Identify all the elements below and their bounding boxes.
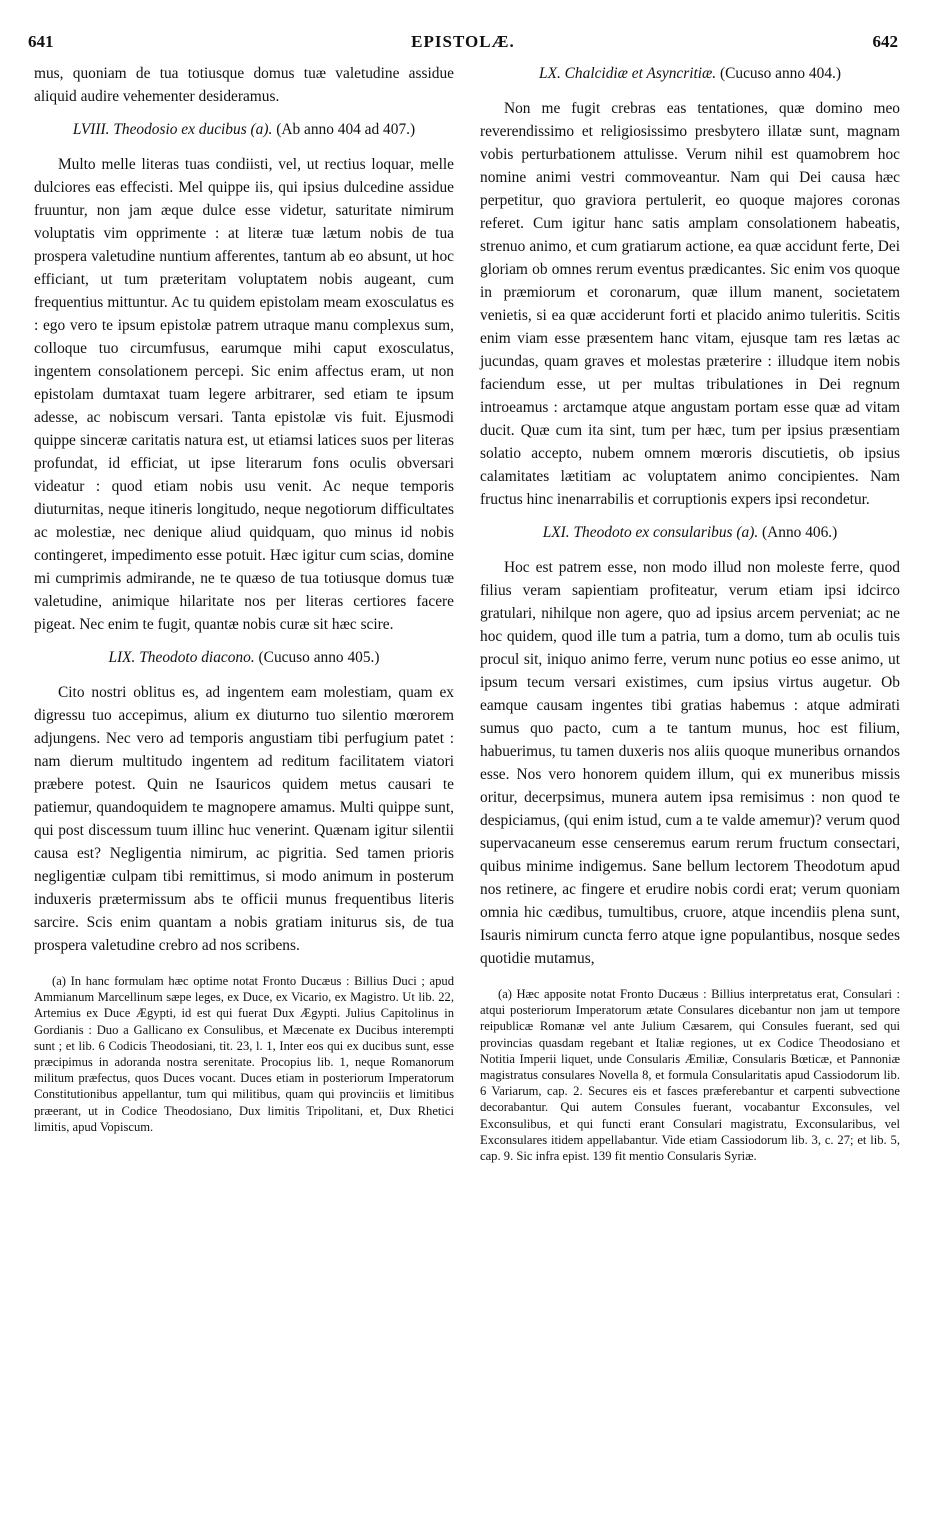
running-title: EPISTOLÆ. — [411, 32, 515, 51]
letter-61-title: LXI. Theodoto ex consularibus (a). — [542, 524, 759, 541]
letter-61-date: (Anno 406.) — [762, 524, 838, 541]
page-number-right: 642 — [872, 32, 898, 51]
left-column — [34, 62, 454, 1135]
letter-60-title: LX. Chalcidiæ et Asyncritiæ. — [539, 65, 717, 82]
letter-61-body: Hoc est patrem esse, non modo illud non moleste ferre, quod filius veram sapientiam profiteatur, verum etiam ipsi idcirco gratulari, nihilque non agere, quo ad ipsius arcem perveniat; ac ne hoc quidem, quod ille tum a patria, tum a domo, tum ab oculis tuis procul sit, iniquo animo ferre, verum nunc potius eo esse animo, ut ipsum tecum versari existimes, cum ipsius virtus augetur. Ob eamque causam ingentes tibi gratias habemus : atque admirati sumus quo pacto, cum a te tantum munus, hoc est filium, habuerimus, tu tamen duxeris nos aliis quoque muneribus ornandos esse. Nos vero honorem quidem illum, qui ex muneribus missis oritur, decerpsimus, munera autem ipsa remisimus : non quod te despiciamus, (qui enim istud, cum a te valde amemur)? verum quod supervacaneum esse censeremus earum rerum fructum consectari, quibus minime indigemus. Sane bellum lectorem Theodotum apud nos retinere, ac fingere et erudire nobis cordi erat; verum quoniam omnia hic cædibus, tumultibus, cruore, atque incendiis plena sunt, Isauris nimirum cuncta ferro atque igne populantibus, nosque sedes quotidie mutamus, — [480, 559, 900, 967]
letter-60-body: Non me fugit crebras eas tentationes, quæ domino meo reverendissimo et religiosissimo presbytero illatæ sunt, magnam vobis perturbationem attulisse. Verum nihil est quamobrem hoc nomine animi vestri commoveantur. Nam qui Dei causa hæc perpetitur, quo graviora pertulerit, eo quoque majores coronas referet. Cum igitur hanc satis amplam consolationem habeatis, strenuo animo, et cum gratiarum actione, ea quæ accidunt ferte, Dei gloriam ob omnes rerum eventus prædicantes. Sic enim vos quoque in præmiorum et coronarum, quæ illum manent, societatem venietis, si ea quæ acciderunt forti et placido animo tuleritis. Scitis enim viam esse præsentem hanc vitam, ejusque tam res lætas ac jucundas, quam graves et molestas præterire : illudque item nobis faciendum esse, ut per multas tribulationes in Dei regnum introeamus : arctamque atque angustam portam esse quæ ad vitam ducit. Quæ cum ita sint, tum per hæc, tum per ipsius præsentiam solatio accepto, nubem omnem mœroris discutietis, ob ipsius calamitates lætitiam ac voluptatem animo concipientes. Nam fructus hinc inenarrabilis et corruptionis expers ipsi recondetur. — [480, 100, 900, 508]
letter-58-title: LVIII. Theodosio ex ducibus (a). — [72, 121, 273, 138]
letter-60-date: (Cucuso anno 404.) — [720, 65, 841, 82]
paragraph-continued: mus, quoniam de tua totiusque domus tuæ valetudine assidue aliquid audire vehementer desideramus. — [34, 65, 454, 105]
letter-59-date: (Cucuso anno 405.) — [258, 649, 380, 666]
letter-heading-58 — [34, 118, 454, 141]
letter-58-date: (Ab anno 404 ad 407.) — [276, 121, 416, 138]
letter-59-body: Cito nostri oblitus es, ad ingentem eam molestiam, quam ex digressu tuo accepimus, alium ex diuturno tuo silentio mœrorem adjungens. Nec vero ad temporis angustiam tibi perfugium patet : nam dierum multitudo ingentem ad reditum facilitatem viatori præbere potest. Quin ne Isauricos quidem metus causari te patiemur, quandoquidem te magnopere amamus. Multi quippe sunt, qui post discessum tuum illinc huc venerint. Quænam igitur silentii causa est? Negligentia nimirum, ac pigritia. Sed tamen prioris negligentiæ culpam tibi remittimus, si modo animum in posterum induxeris prætermissum abs te officii munus frequentibus literis sarcire. Scis enim quantam a nobis gratiam initurus sis, de tua prospera valetudine crebro ad nos scribens. — [34, 684, 454, 954]
letter-heading-61 — [480, 521, 900, 544]
right-column — [480, 62, 900, 1164]
letter-58-body: Multo melle literas tuas condiisti, vel, ut rectius loquar, melle dulciores eas effecisti. Mel quippe iis, qui ipsius dulcedine assidue fruuntur, non jam æque dulce esse videtur, saturitate nimirum voluptatis vim opprimente : at literæ tuæ lætum nobis de tua prospera valetudine nuntium afferentes, tantum ab eo absunt, ut hoc efficiant, ut tum præteritam voluptatem nobis augeant, cum frequentius mittuntur. Ac tu quidem epistolam meam exosculatus es : ego vero te ipsum epistolæ patrem utraque manu complexus sum, colloque tuo circumfusus, earumque mihi caput exosculatus, ingentem consolationem percepi. Sic enim affectus eram, ut non epistolam dumtaxat tuam legere arbitrarer, sed etiam te ipsum adesse, ac nobiscum versari. Tanta epistolæ vis fuit. Ejusmodi quippe sinceræ caritatis natura est, ut etiamsi latices suos per literas profundat, id efficiat, ut ipse literarum fons oculis obversari videatur : quod etiam nobis usu venit. Ac neque temporis diuturnitas, neque itineris longitudo, neque negotiorum difficultates ac molestiæ, nec denique aliud quidquam, quo minus id nobis contingeret, impedimento esse potuit. Hæc igitur cum scias, domine mi cumprimis admirande, ne te quæso de tua totiusque domus tuæ valetudine, animique hilaritate nos per literas certiores facere pigeat. Nec enim te fugit, quantæ nobis curæ sit hæc scire. — [34, 156, 454, 633]
page-number-left: 641 — [28, 32, 54, 51]
footnote-left: (a) In hanc formulam hæc optime notat Fronto Ducæus : Billius Duci ; apud Ammianum Marcellinum sæpe leges, ex Duce, ex Vicario, ex Magistro. Ut lib. 22, Artemius ex Duce Ægypti, id est qui fuerat Dux Ægypti. Julius Capitolinus in Gordianis : Duo a Gallicano ex Consulibus, et Mæcenate ex Ducibus interempti sunt ; et lib. 6 Codicis Theodosiani, tit. 23, l. 1, Inter eos qui ex ducibus sunt, esse præcipimus in adoranda nostra serenitate. Procopius lib. 1, neque Romanorum militum præfectus, quos Duces vocant. Duces etiam in posteriorum Imperatorum Constitutionibus appellantur, tum qui militibus, quam qui provinciis et limitibus præerant, ut in Codice Theodosiano, Dux limitis Tripolitani, et, Dux Rhetici limitis, apud Vopiscum. — [34, 974, 454, 1134]
letter-heading-59 — [34, 646, 454, 669]
footnote-right: (a) Hæc apposite notat Fronto Ducæus : Billius interpretatus erat, Consulari : atqui posteriorum Imperatorum ætate Consulares dicebantur non jam ut tempore reipublicæ Romanæ vel ante Julium Cæsarem, qui Consules fuerant, sed qui provincias quasdam regebant et Italiæ regiones, ut ex Codice Theodosiano et Notitia Imperii liquet, unde Consularis Æmiliæ, Consularis Bœticæ, et Pannoniæ magistratus consulares Novella 8, et formula Consularitatis apud Cassiodorum lib. 6 Variarum, cap. 2. Secures eis et fasces præferebantur et carpenti subvectione decorabantur. Qui autem Consules fuerant, vocabantur Exconsules, vel Exconsulibus, et qui functi erant Consulari magistratu, Exconsularibus, vel Exconsulares itidem appellabantur. Vide etiam Cassiodorum lib. 3, c. 27; et lib. 5, cap. 9. Sic infra epist. 139 fit mentio Consularis Syriæ. — [480, 987, 900, 1164]
letter-59-title: LIX. Theodoto diacono. — [108, 649, 255, 666]
letter-heading-60 — [480, 62, 900, 85]
page-header — [28, 32, 898, 56]
